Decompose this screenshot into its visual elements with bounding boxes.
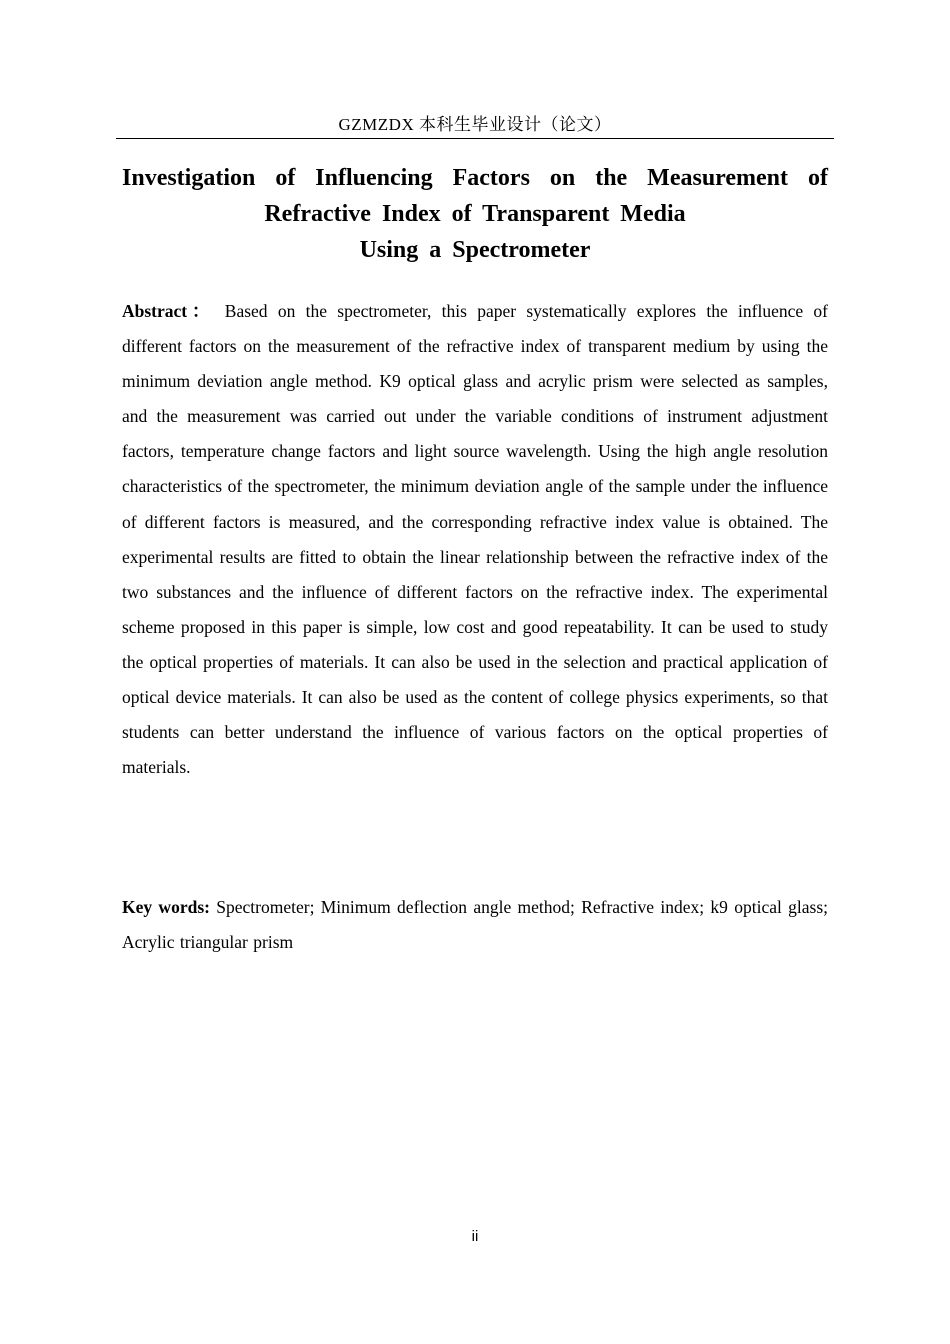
abstract-label: Abstract： [122, 301, 215, 321]
title-line-1: Investigation of Influencing Factors on the Measurement of [122, 165, 828, 191]
paper-title [122, 160, 828, 268]
running-header: GZMZDX 本科生毕业设计（论文） [116, 114, 834, 139]
keywords-label: Key words: [122, 897, 210, 917]
page-number: ii [471, 1228, 479, 1245]
title-line-3: Using a Spectrometer [359, 237, 591, 263]
keywords-section [122, 890, 828, 960]
title-line-2: Refractive Index of Transparent Media [264, 201, 686, 227]
keywords-text: Spectrometer; Minimum deflection angle method; Refractive index; k9 optical glass; Acrylic triangular prism [122, 897, 829, 952]
abstract-section [122, 294, 828, 785]
abstract-text: Based on the spectrometer, this paper systematically explores the influence of different factors on the measurement of the refractive index of transparent medium by using the minimum deviation angle method. K9 optical glass and acrylic prism were selected as samples, and the measurement was carried out under the variable conditions of instrument adjustment factors, temperature change factors and light source wavelength. Using the high angle resolution characteristics of the spectrometer, the minimum deviation angle of the sample under the influence of different factors is measured, and the corresponding refractive index value is obtained. The experimental results are fitted to obtain the linear relationship between the refractive index of the two substances and the influence of different factors on the refractive index. The experimental scheme proposed in this paper is simple, low cost and good repeatability. It can be used to study the optical properties of materials. It can also be used in the selection and practical application of optical device materials. It can also be used as the content of college physics experiments, so that students can better understand the influence of various factors on the optical properties of materials. [122, 301, 829, 778]
